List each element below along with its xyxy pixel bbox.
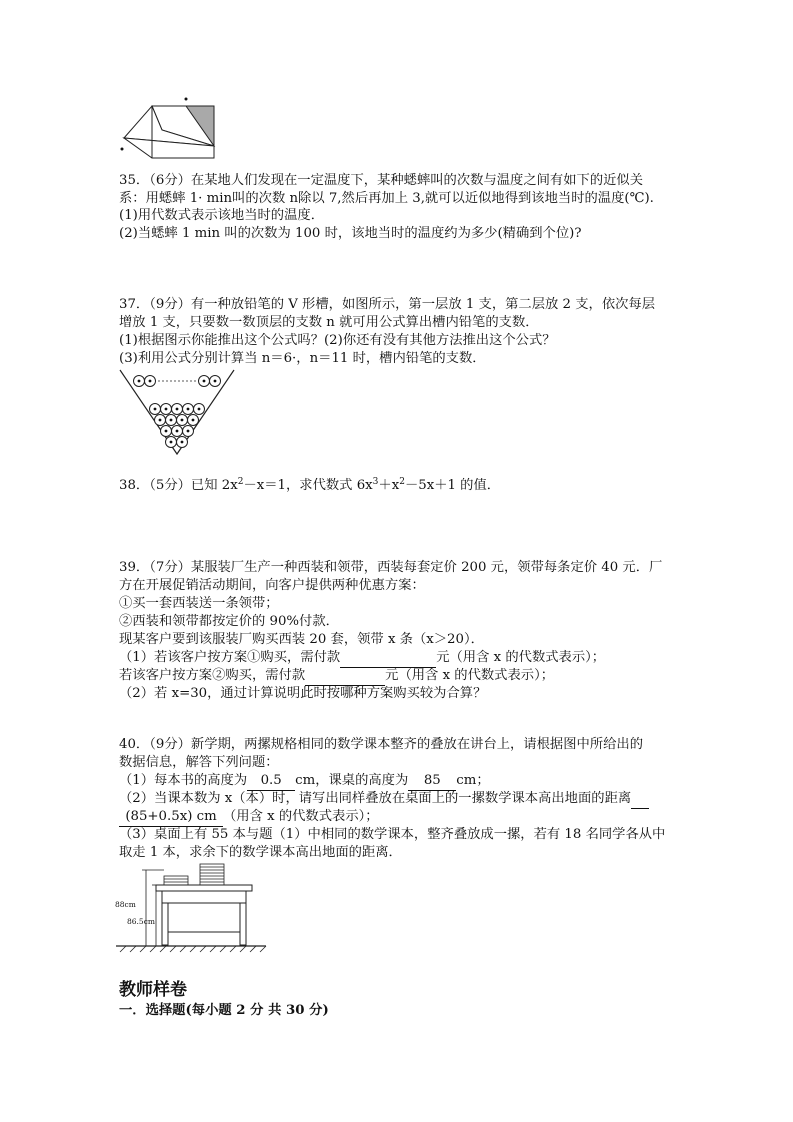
label-86-5cm: 86.5cm	[127, 917, 156, 926]
q35-line-3: (1)用代数式表示该地当时的温度．	[119, 208, 324, 223]
q37-line-3: (1)根据图示你能推出这个公式吗？(2)你还有没有其他方法推出这个公式？	[119, 333, 556, 348]
q37-line-2: 增放 1 支，只要数一数顶层的支数 n 就可用公式算出槽内铅笔的支数．	[119, 315, 539, 330]
q37-line-1: 37．（9分）有一种放铅笔的 V 形槽，如图所示，第一层放 1 支，第二层放 2 支，依次每层	[119, 297, 656, 312]
q40-line-5: (85+0.5x) cm （用含 x 的代数式表示）；	[119, 808, 379, 827]
q35-line-4: (2)当蟋蟀 1 min 叫的次数为 100 时，该地当时的温度约为多少(精确到个位)?	[119, 226, 582, 241]
q35-line-2: 系：用蟋蟀 1· min叫的次数 n除以 7,然后再加上 3,就可以近似地得到该地当时的温度(℃).	[119, 191, 654, 206]
q35-line-1: 35．（6分）在某地人们发现在一定温度下，某种蟋蟀叫的次数与温度之间有如下的近似关	[119, 173, 644, 188]
q39-line-7: 若该客户按方案②购买，需付款 元（用含 x 的代数式表示）；	[119, 667, 554, 686]
q40-line-1: 40．（9分）新学期，两摞规格相同的数学课本整齐的叠放在讲台上，请根据图中所给出的	[119, 737, 644, 752]
section-heading-multiple-choice: 一．选择题(每小题 2 分 共 30 分)	[119, 1003, 329, 1018]
answer-blank-plan-1[interactable]	[340, 649, 436, 668]
q40-line-7: 取走 1 本，求余下的数学课本高出地面的距离．	[119, 845, 402, 860]
desk-textbooks-figure	[116, 862, 268, 958]
q40-line-2: 数据信息，解答下列问题：	[119, 755, 279, 770]
answer-book-height: 0.5	[247, 772, 295, 791]
q39-line-3: ①买一套西装送一条领带；	[119, 596, 279, 611]
answer-desk-height: 85	[408, 772, 456, 791]
q39-line-4: ②西装和领带都按定价的 90%付款．	[119, 614, 339, 629]
folded-paper-figure	[118, 94, 222, 166]
q39-line-1: 39．（7分）某服装厂生产一种西装和领带，西装每套定价 200 元，领带每条定价 40 元．厂	[119, 560, 663, 575]
answer-blank-plan-2[interactable]	[305, 667, 385, 686]
teacher-sample-title: 教师样卷	[119, 980, 187, 1000]
q39-line-8: （2）若 x=30，通过计算说明此时按哪种方案购买较为合算？	[119, 686, 487, 701]
answer-height-expression: (85+0.5x) cm	[119, 808, 223, 827]
label-88cm: 88cm	[115, 900, 136, 909]
q37-line-4: (3)利用公式分别计算当 n＝6·，n＝11 时，槽内铅笔的支数．	[119, 351, 486, 366]
pencil-v-trough-figure	[118, 368, 238, 458]
q40-line-3: （1）每本书的高度为 0.5 cm，课桌的高度为 85 cm；	[119, 772, 490, 791]
q40-line-6: （3）桌面上有 55 本与题（1）中相同的数学课本，整齐叠放成一摞，若有 18 名同学各从中	[119, 827, 666, 842]
q38-line: 38．（5分）已知 $2x^2-x=1$，求代数式 $6x^3+x^2-5x+1$ 的值．	[119, 477, 501, 493]
q39-line-2: 方在开展促销活动期间，向客户提供两种优惠方案：	[119, 578, 425, 593]
q39-line-6: （1）若该客户按方案①购买，需付款 元（用含 x 的代数式表示）；	[119, 649, 605, 668]
q39-line-5: 现某客户要到该服装厂购买西装 20 套，领带 x 条（x＞20）．	[119, 632, 484, 647]
q40-line-4: （2）当课本数为 x（本）时，请写出同样叠放在桌面上的一摞数学课本高出地面的距离	[119, 790, 649, 809]
